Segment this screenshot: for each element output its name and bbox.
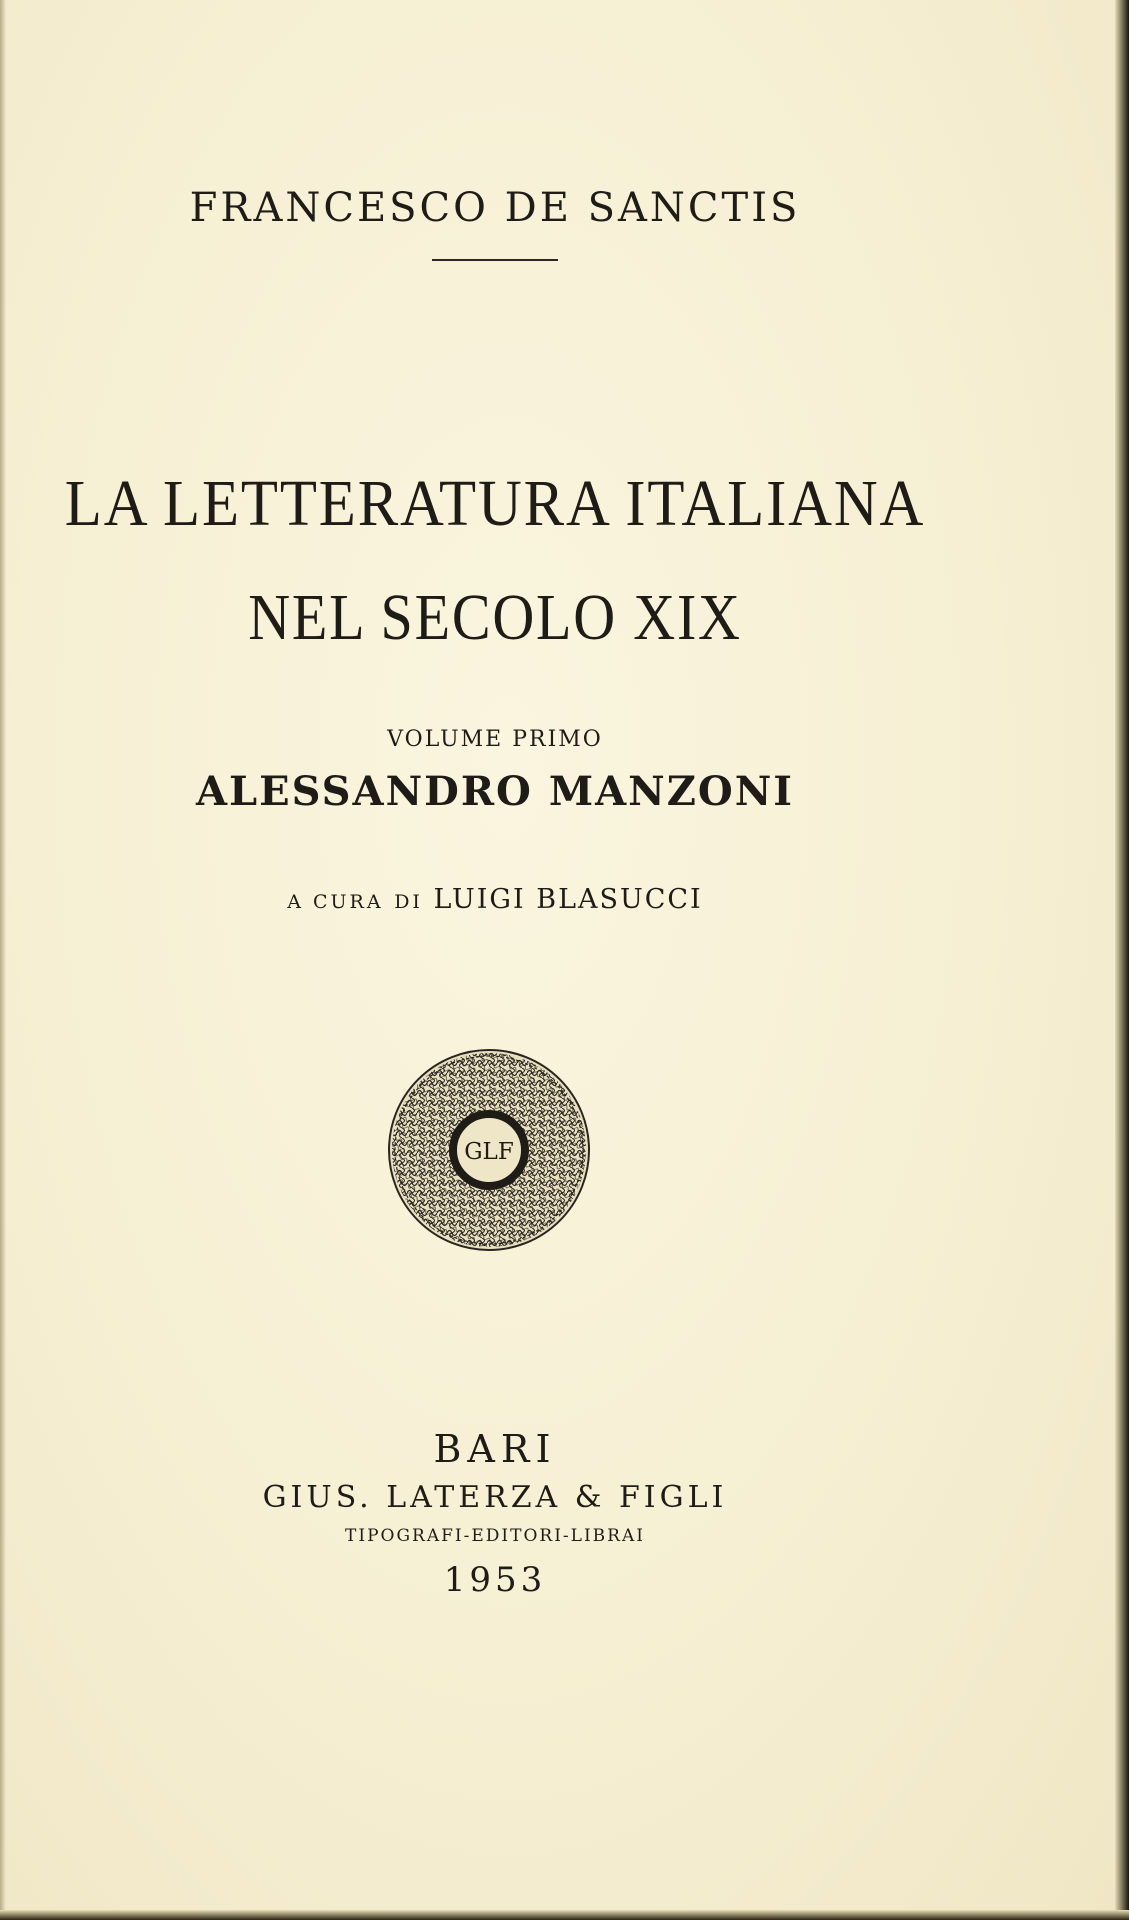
- volume-subject: ALESSANDRO MANZONI: [195, 768, 795, 815]
- seal-monogram: GLF: [464, 1139, 514, 1165]
- page-left-edge: [0, 0, 6, 1920]
- author-name: FRANCESCO DE SANCTIS: [189, 185, 801, 231]
- volume-label: VOLUME PRIMO: [387, 727, 603, 752]
- book-title-line-1: LA LETTERATURA ITALIANA: [64, 467, 926, 540]
- publisher-seal-icon: [387, 1048, 591, 1252]
- page-right-edge: [1115, 0, 1129, 1920]
- editor-prefix-b: DI: [394, 891, 423, 913]
- page-bottom-edge: [0, 1910, 1129, 1920]
- imprint-publisher: GIUS. LATERZA & FIGLI: [262, 1480, 728, 1515]
- editor-prefix-a: A CURA: [287, 891, 384, 913]
- imprint-place: BARI: [433, 1427, 557, 1471]
- imprint-trade: TIPOGRAFI-EDITORI-LIBRAI: [345, 1526, 645, 1546]
- editor-credit: [0, 884, 990, 915]
- editor-name: LUIGI BLASUCCI: [433, 884, 703, 915]
- book-title-line-2: NEL SECOLO XIX: [248, 581, 742, 654]
- imprint-year: 1953: [443, 1560, 547, 1600]
- author-divider: [432, 259, 558, 261]
